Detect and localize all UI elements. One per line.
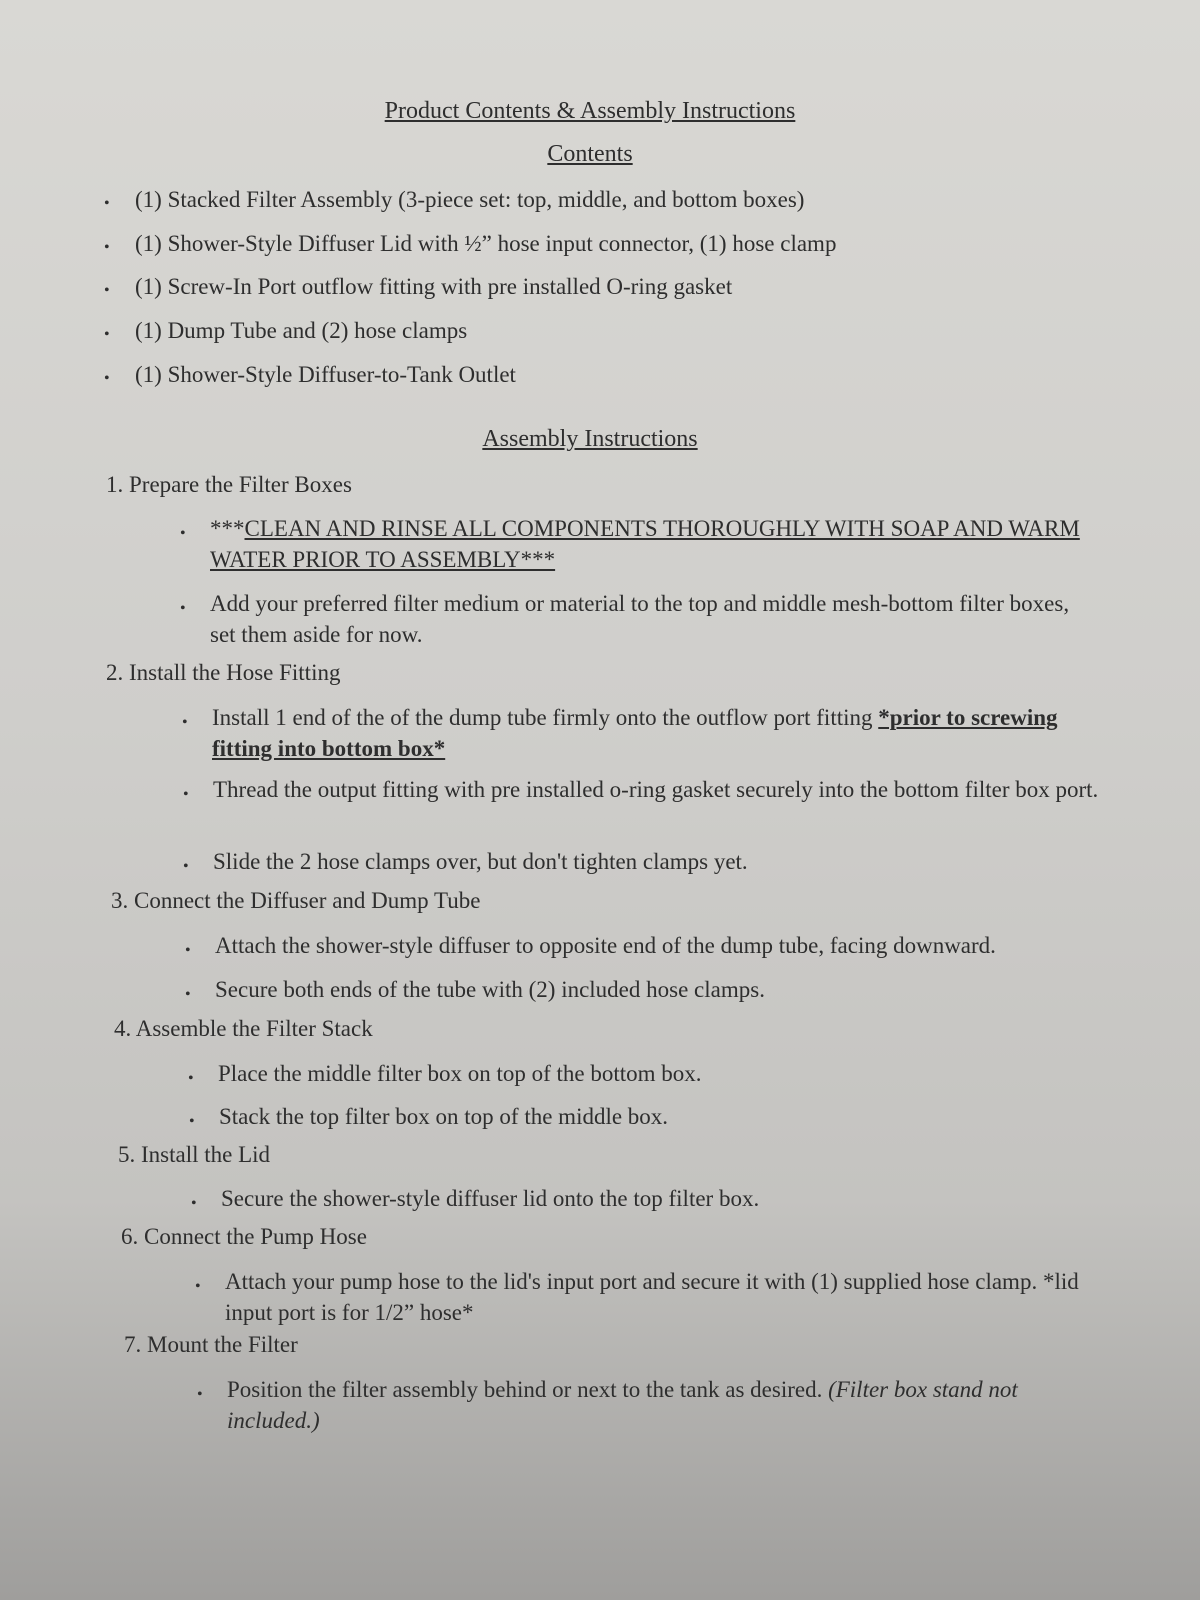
- bullet-icon: •: [104, 195, 110, 212]
- contents-item: (1) Screw-In Port outflow fitting with pre installed O-ring gasket: [135, 274, 733, 299]
- contents-item: (1) Stacked Filter Assembly (3-piece set: top, middle, and bottom boxes): [135, 187, 805, 212]
- bullet-icon: •: [183, 858, 189, 875]
- bullet-icon: •: [183, 786, 189, 803]
- italic-note: (Filter box stand not included.): [227, 1377, 1018, 1433]
- step-title: Install the Lid: [141, 1142, 271, 1167]
- step-title: Mount the Filter: [147, 1332, 298, 1357]
- step-number: 1.: [106, 472, 124, 497]
- emphasis-text: *prior to screwing fitting into bottom box*: [212, 705, 1058, 761]
- step-item-text: Install 1 end of the of the dump tube firmly onto the outflow port fitting: [212, 705, 879, 730]
- step-item: Secure both ends of the tube with (2) included hose clamps.: [215, 977, 765, 1002]
- contents-item: (1) Dump Tube and (2) hose clamps: [135, 318, 468, 343]
- bullet-icon: •: [104, 282, 110, 299]
- bullet-icon: •: [191, 1195, 197, 1212]
- warning-prefix: ***: [210, 516, 245, 541]
- step-item: Place the middle filter box on top of the bottom box.: [218, 1061, 702, 1086]
- step-item: Slide the 2 hose clamps over, but don't tighten clamps yet.: [213, 849, 748, 874]
- contents-item: (1) Shower-Style Diffuser-to-Tank Outlet: [135, 362, 516, 387]
- step-item: [210, 513, 1100, 575]
- step-item: Thread the output fitting with pre installed o-ring gasket securely into the bottom filter box port.: [213, 777, 1099, 802]
- step-number: 2.: [106, 660, 124, 685]
- step-number: 3.: [111, 888, 129, 913]
- bullet-icon: •: [185, 942, 191, 959]
- step-item: Add your preferred filter medium or material to the top and middle mesh-bottom filter boxes, set them aside for now.: [210, 591, 1070, 647]
- step-title: Assemble the Filter Stack: [135, 1016, 373, 1041]
- page-title: Product Contents & Assembly Instructions: [384, 98, 796, 124]
- step-heading: [111, 888, 480, 914]
- bullet-icon: •: [104, 370, 110, 387]
- step-title: Connect the Pump Hose: [144, 1224, 367, 1249]
- bullet-icon: •: [180, 525, 186, 542]
- bullet-icon: •: [188, 1070, 194, 1087]
- warning-text: CLEAN AND RINSE ALL COMPONENTS THOROUGHLY WITH SOAP AND WARM WATER PRIOR TO ASSEMBLY***: [210, 516, 1080, 572]
- bullet-icon: •: [185, 986, 191, 1003]
- step-heading: [114, 1016, 373, 1042]
- step-heading: [106, 472, 352, 498]
- bullet-icon: •: [189, 1113, 195, 1130]
- step-item: Attach the shower-style diffuser to opposite end of the dump tube, facing downward.: [215, 933, 996, 958]
- step-heading: [118, 1142, 270, 1168]
- step-title: Install the Hose Fitting: [129, 660, 341, 685]
- step-number: 5.: [118, 1142, 136, 1167]
- step-number: 4.: [114, 1016, 132, 1041]
- bullet-icon: •: [180, 600, 186, 617]
- step-item: Stack the top filter box on top of the middle box.: [219, 1104, 669, 1129]
- contents-heading: Contents: [547, 141, 633, 167]
- bullet-icon: •: [104, 326, 110, 343]
- bullet-icon: •: [195, 1278, 201, 1295]
- step-item: Secure the shower-style diffuser lid onto the top filter box.: [221, 1186, 760, 1211]
- bullet-icon: •: [104, 239, 110, 256]
- step-heading: [124, 1332, 298, 1358]
- assembly-heading: Assembly Instructions: [482, 426, 698, 452]
- step-item: [227, 1374, 1097, 1436]
- step-title: Connect the Diffuser and Dump Tube: [134, 888, 481, 913]
- contents-item: (1) Shower-Style Diffuser Lid with ½” hose input connector, (1) hose clamp: [135, 231, 837, 256]
- step-item: [212, 702, 1082, 764]
- step-number: 7.: [124, 1332, 142, 1357]
- step-title: Prepare the Filter Boxes: [129, 472, 352, 497]
- bullet-icon: •: [182, 714, 188, 731]
- step-item-text: Position the filter assembly behind or next to the tank as desired.: [227, 1377, 829, 1402]
- step-item: Attach your pump hose to the lid's input port and secure it with (1) supplied hose clamp. *lid input port is for 1/2” hose*: [225, 1269, 1079, 1325]
- step-heading: [106, 660, 340, 686]
- step-heading: [121, 1224, 367, 1250]
- step-number: 6.: [121, 1224, 139, 1249]
- bullet-icon: •: [197, 1386, 203, 1403]
